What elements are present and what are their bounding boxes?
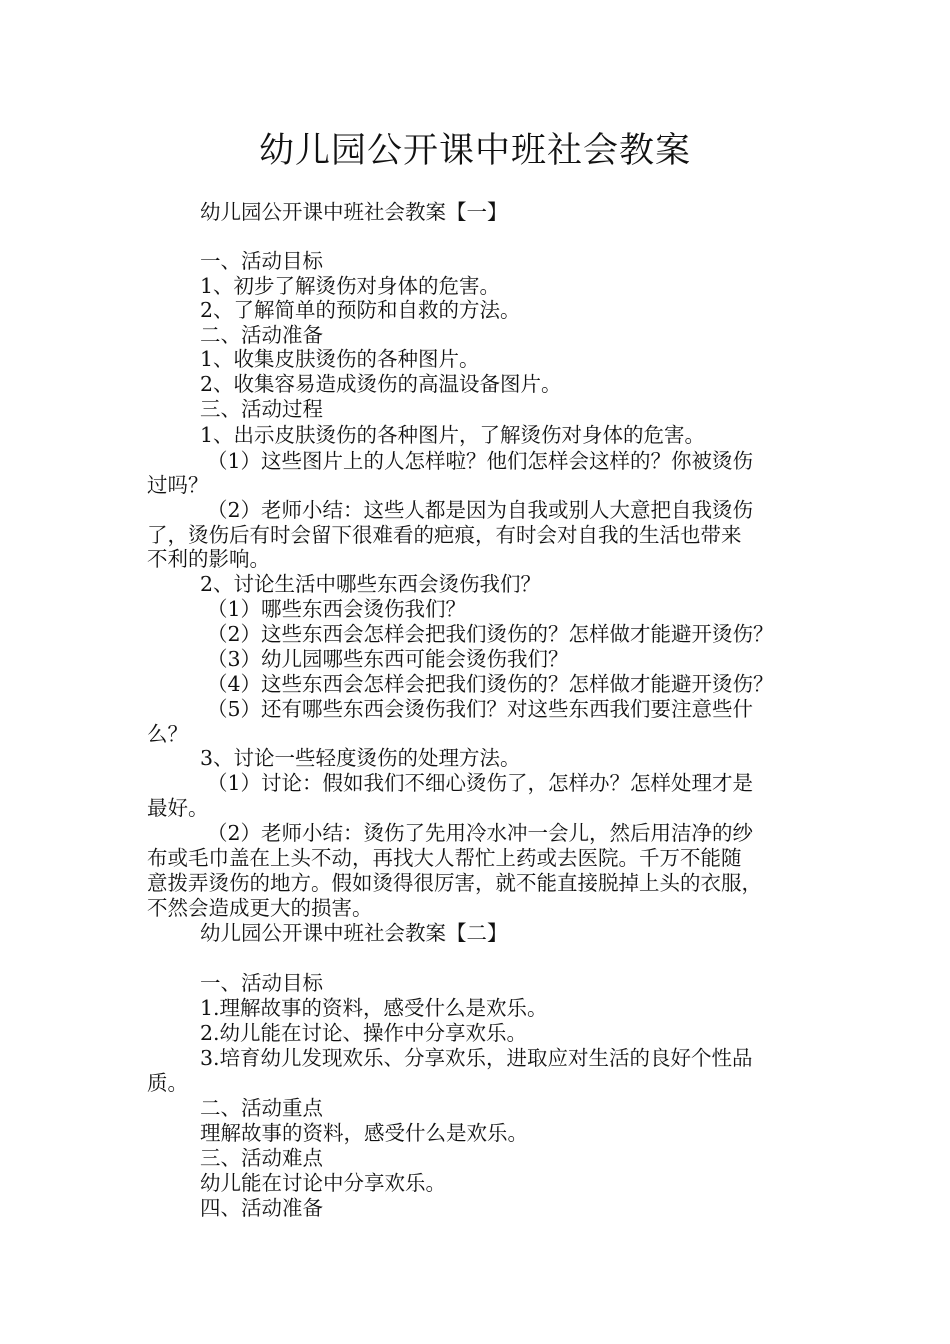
- text-line: 意拨弄烫伤的地方。假如烫得很厉害，就不能直接脱掉上头的衣服，: [147, 871, 762, 895]
- text-line: 幼儿能在讨论中分享欢乐。: [200, 1171, 446, 1195]
- section-heading-2: 幼儿园公开课中班社会教案【二】: [200, 921, 508, 945]
- text-line: 一、活动目标: [200, 971, 323, 995]
- text-line: 质。: [147, 1071, 188, 1095]
- text-line: 不利的影响。: [147, 547, 270, 571]
- text-line: 1.理解故事的资料，感受什么是欢乐。: [200, 996, 548, 1020]
- text-line: 1、出示皮肤烫伤的各种图片，了解烫伤对身体的危害。: [200, 423, 706, 447]
- text-line: （2）这些东西会怎样会把我们烫伤的？怎样做才能避开烫伤？: [207, 622, 774, 646]
- text-line: （1）讨论：假如我们不细心烫伤了，怎样办？怎样处理才是: [207, 771, 754, 795]
- text-line: （5）还有哪些东西会烫伤我们？对这些东西我们要注意些什: [207, 697, 754, 721]
- text-line: 最好。: [147, 796, 209, 820]
- text-line: （3）幼儿园哪些东西可能会烫伤我们？: [207, 647, 569, 671]
- text-line: 么？: [147, 722, 188, 746]
- text-line: （2）老师小结：这些人都是因为自我或别人大意把自我烫伤: [207, 498, 754, 522]
- text-line: 2、收集容易造成烫伤的高温设备图片。: [200, 372, 562, 396]
- text-line: 二、活动准备: [200, 323, 323, 347]
- text-line: 理解故事的资料，感受什么是欢乐。: [200, 1121, 528, 1145]
- section-heading-1: 幼儿园公开课中班社会教案【一】: [200, 200, 508, 224]
- text-line: 3、讨论一些轻度烫伤的处理方法。: [200, 746, 521, 770]
- document-title: 幼儿园公开课中班社会教案: [258, 131, 691, 171]
- text-line: （1）这些图片上的人怎样啦？他们怎样会这样的？你被烫伤: [207, 449, 754, 473]
- text-line: 四、活动准备: [200, 1196, 323, 1220]
- text-line: 1、初步了解烫伤对身体的危害。: [200, 274, 501, 298]
- text-line: 1、收集皮肤烫伤的各种图片。: [200, 347, 480, 371]
- text-line: （2）老师小结：烫伤了先用冷水冲一会儿，然后用洁净的纱: [207, 821, 754, 845]
- text-line: 三、活动过程: [200, 397, 323, 421]
- text-line: 过吗？: [147, 473, 209, 497]
- text-line: 了，烫伤后有时会留下很难看的疤痕，有时会对自我的生活也带来: [147, 523, 742, 547]
- text-line: 3.培育幼儿发现欢乐、分享欢乐，进取应对生活的良好个性品: [200, 1046, 753, 1070]
- text-line: 一、活动目标: [200, 249, 323, 273]
- text-line: 2、讨论生活中哪些东西会烫伤我们？: [200, 572, 542, 596]
- text-line: 不然会造成更大的损害。: [147, 896, 373, 920]
- text-line: （1）哪些东西会烫伤我们？: [207, 597, 467, 621]
- text-line: 二、活动重点: [200, 1096, 323, 1120]
- text-line: 布或毛巾盖在上头不动，再找大人帮忙上药或去医院。千万不能随: [147, 846, 742, 870]
- text-line: 三、活动难点: [200, 1146, 323, 1170]
- text-line: （4）这些东西会怎样会把我们烫伤的？怎样做才能避开烫伤？: [207, 672, 774, 696]
- text-line: 2.幼儿能在讨论、操作中分享欢乐。: [200, 1021, 528, 1045]
- text-line: 2、了解简单的预防和自救的方法。: [200, 298, 521, 322]
